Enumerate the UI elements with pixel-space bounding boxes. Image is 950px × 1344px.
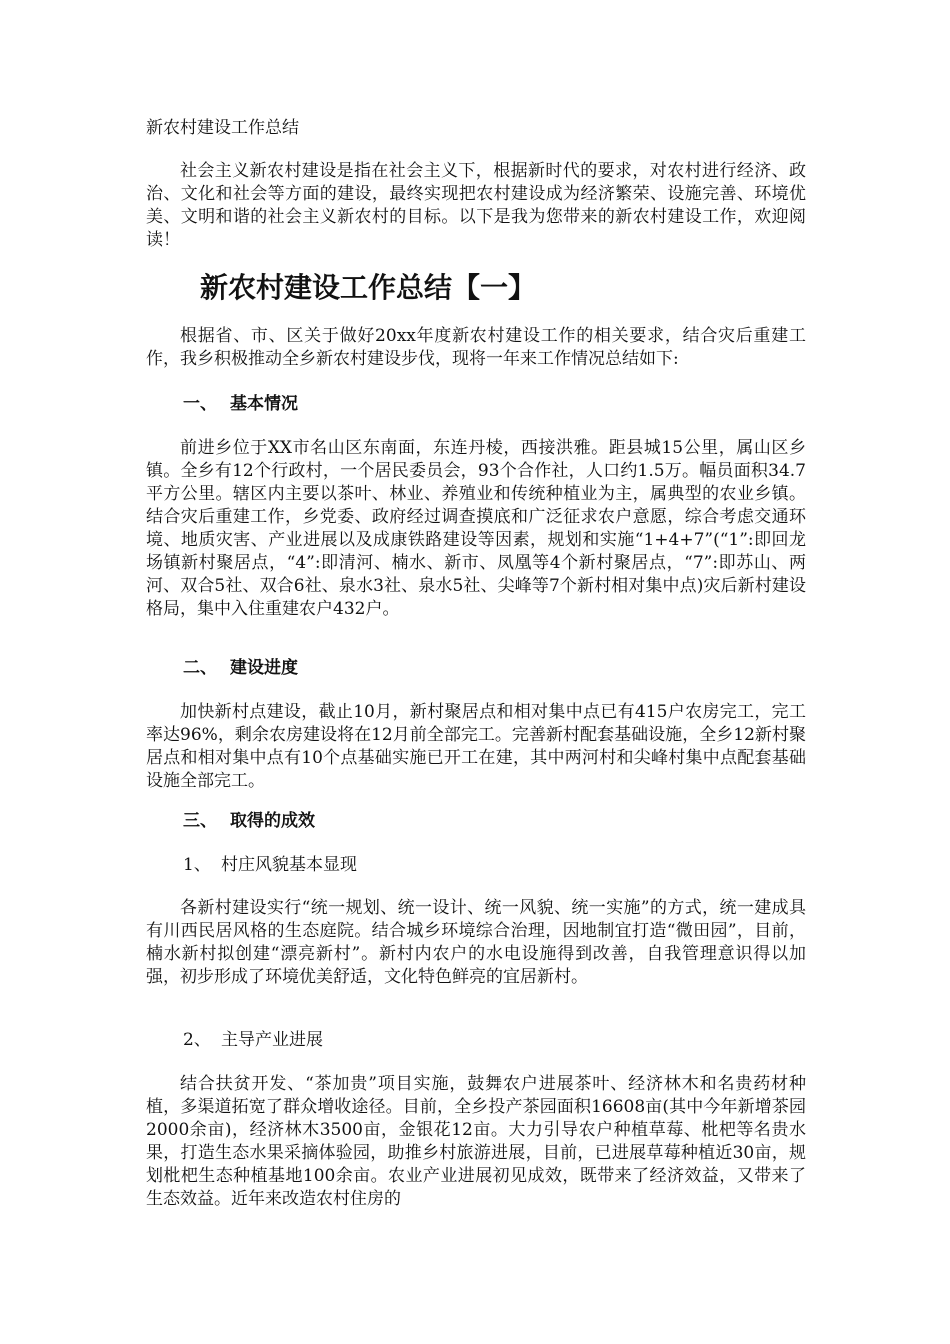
document-header-title: 新农村建设工作总结: [146, 118, 299, 138]
construction-progress-paragraph: 加快新村点建设，截止10月，新村聚居点和相对集中点已有415户农房完工，完工率达96%，剩余农房建设将在12月前全部完工。完善新村配套基础设施，全乡12新村聚居点和相对集中点有10个点基础实施已开工在建，其中两河村和尖峰村集中点配套基础设施全部完工。: [146, 702, 806, 791]
heading-text: 基本情况: [230, 394, 298, 414]
section-intro-paragraph: 根据省、市、区关于做好20xx年度新农村建设工作的相关要求，结合灾后重建工作，我乡积极推动全乡新农村建设步伐，现将一年来工作情况总结如下:: [146, 326, 806, 369]
subheading-leading-industry: [183, 1028, 323, 1052]
intro-paragraph: 社会主义新农村建设是指在社会主义下，根据新时代的要求，对农村进行经济、政治、文化和社会等方面的建设，最终实现把农村建设成为经济繁荣、设施完善、环境优美、文明和谐的社会主义新农村的目标。以下是我为您带来的新农村建设工作，欢迎阅读！: [146, 161, 806, 250]
heading-text: 取得的成效: [230, 811, 315, 831]
heading-text: 建设进度: [230, 658, 298, 678]
heading-number: 一、: [183, 394, 217, 414]
subheading-village-appearance: [183, 853, 357, 877]
basic-situation-paragraph: 前进乡位于XX市名山区东南面，东连丹棱，西接洪雅。距县城15公里，属山区乡镇。全乡有12个行政村，一个居民委员会，93个合作社，人口约1.5万。幅员面积34.7平方公里。辖区内主要以茶叶、林业、养殖业和传统种植业为主，属典型的农业乡镇。结合灾后重建工作，乡党委、政府经过调查摸底和广泛征求农户意愿，综合考虑交通环境、地质灾害、产业进展以及成康铁路建设等因素，规划和实施“1+4+7”(“1”:即回龙场镇新村聚居点，“4”:即清河、楠水、新市、凤凰等4个新村聚居点，“7”:即苏山、两河、双合5社、双合6社、泉水3社、泉水5社、尖峰等7个新村相对集中点)灾后新村建设格局，集中入住重建农户432户。: [146, 438, 806, 619]
leading-industry-paragraph: 结合扶贫开发、“茶加贵”项目实施，鼓舞农户进展茶叶、经济林木和名贵药材种植，多渠道拓宽了群众增收途径。目前，全乡投产茶园面积16608亩(其中今年新增茶园2000余亩)，经济林木3500亩，金银花12亩。大力引导农户种植草莓、枇杷等名贵水果，打造生态水果采摘体验园，助推乡村旅游进展，目前，已进展草莓种植近30亩，规划枇杷生态种植基地100余亩。农业产业进展初见成效，既带来了经济效益，又带来了生态效益。近年来改造农村住房的: [146, 1074, 806, 1209]
heading-construction-progress: [183, 656, 298, 680]
subheading-text: 主导产业进展: [221, 1030, 323, 1050]
heading-number: 二、: [183, 658, 217, 678]
heading-number: 三、: [183, 811, 217, 831]
heading-achievements: [183, 809, 315, 833]
subheading-text: 村庄风貌基本显现: [221, 855, 357, 875]
village-appearance-paragraph: 各新村建设实行“统一规划、统一设计、统一风貌、统一实施”的方式，统一建成具有川西民居风格的生态庭院。结合城乡环境综合治理，因地制宜打造“微田园”，目前，楠水新村拟创建“漂亮新村”。新村内农户的水电设施得到改善，自我管理意识得以加强，初步形成了环境优美舒适，文化特色鲜亮的宜居新村。: [146, 898, 806, 987]
heading-basic-situation: [183, 392, 298, 416]
subheading-number: 1、: [183, 855, 211, 875]
subheading-number: 2、: [183, 1030, 211, 1050]
section-title: 新农村建设工作总结【一】: [200, 271, 537, 304]
